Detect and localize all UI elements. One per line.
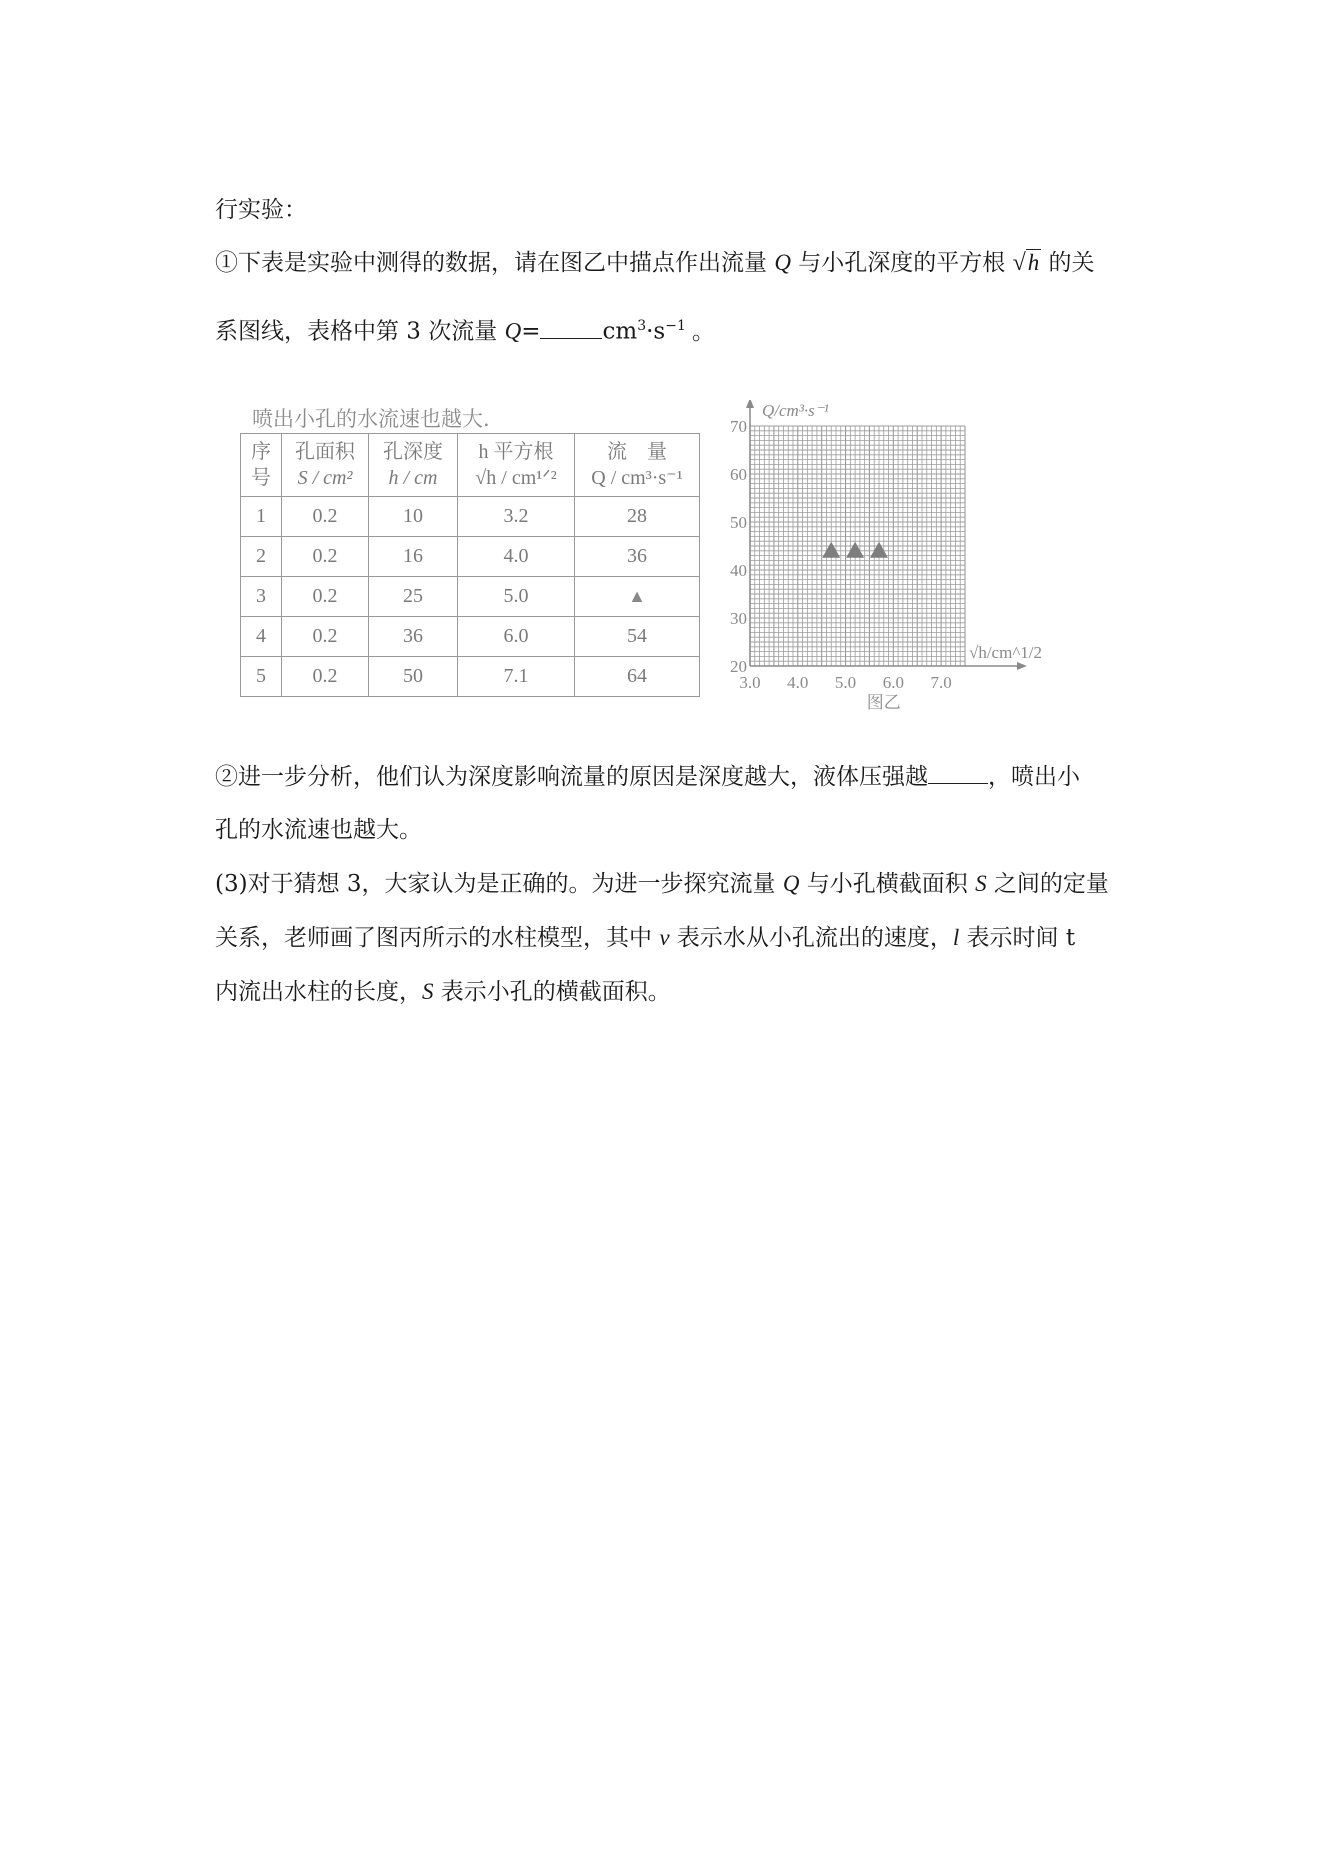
q3-text-g: 内流出水柱的长度，	[215, 979, 422, 1005]
cell: 4	[241, 617, 282, 657]
cell: 16	[369, 537, 458, 577]
q1-text-d: 系图线，表格中第 3 次流量	[215, 318, 505, 345]
q1-symbol-h: h	[1027, 250, 1040, 275]
cell: 0.2	[282, 657, 369, 697]
y-tick-label: 20	[730, 657, 747, 676]
chart-title: 图乙	[866, 693, 901, 712]
figure-caption: 喷出小孔的水流速也越大.	[252, 407, 490, 431]
cell: 10	[369, 497, 458, 537]
q3-symbol-s2: S	[422, 979, 434, 1004]
y-tick-label: 70	[730, 417, 747, 436]
header-sqrt-depth: h 平方根 √h / cm¹ᐟ²	[458, 434, 575, 497]
q3-symbol-s: S	[975, 871, 987, 896]
cell: 0.2	[282, 537, 369, 577]
cell: 2	[241, 537, 282, 577]
x-tick-label: 3.0	[739, 673, 761, 692]
cell: 0.2	[282, 497, 369, 537]
y-tick-label: 30	[730, 609, 747, 628]
cell: 0.2	[282, 617, 369, 657]
q3-text-h: 表示小孔的横截面积。	[433, 979, 671, 1005]
cell: 6.0	[458, 617, 575, 657]
q3-symbol-v: v	[659, 925, 670, 950]
table-row	[241, 537, 700, 577]
table-row	[241, 617, 700, 657]
q2-text-b: ，喷出小	[988, 764, 1080, 790]
question-1-line-a	[215, 248, 1095, 278]
table-header-row	[241, 434, 700, 497]
q1-text-c: 的关	[1041, 250, 1095, 276]
q3-symbol-l: l	[952, 925, 960, 950]
question-3-line-c	[215, 977, 671, 1007]
question-3-line-b	[215, 923, 1075, 953]
x-tick-label: 5.0	[834, 673, 857, 692]
table-row	[241, 577, 700, 617]
question-2-line-b	[215, 815, 422, 845]
q3-text-e: 表示水从小孔流出的速度，	[669, 925, 953, 951]
cell: 1	[241, 497, 282, 537]
unknown-flow-cell	[575, 577, 700, 617]
triangle-placeholder-icon: ▲	[628, 586, 646, 606]
q3-text-b: 与小孔横截面积	[799, 871, 976, 897]
question-1-line-b	[215, 311, 715, 347]
cell: 54	[575, 617, 700, 657]
q3-text-a: (3)对于猜想 3，大家认为是正确的。为进一步探究流量	[215, 871, 783, 897]
q1-text-a: ①下表是实验中测得的数据，请在图乙中描点作出流量	[215, 250, 775, 276]
period: 。	[691, 318, 715, 345]
cell: 5	[241, 657, 282, 697]
y-tick-label: 60	[730, 465, 747, 484]
y-tick-label: 50	[730, 513, 747, 532]
unit-cm: cm	[602, 318, 638, 345]
q2-text-c: 孔的水流速也越大。	[215, 817, 422, 843]
answer-blank-pressure[interactable]	[928, 783, 988, 784]
answer-blank-flow[interactable]	[540, 338, 602, 339]
cell: 50	[369, 657, 458, 697]
x-axis-label: √h/cm^1/2	[969, 643, 1043, 662]
q1-text-b: 与小孔深度的平方根	[790, 250, 1013, 276]
data-table	[240, 433, 700, 697]
y-axis-arrow-icon	[746, 400, 754, 408]
question-3-line-a	[215, 869, 1109, 899]
cell: 25	[369, 577, 458, 617]
x-axis-arrow-icon	[1017, 662, 1027, 670]
unit-sup-neg1: −1	[665, 318, 686, 334]
cell: 3.2	[458, 497, 575, 537]
q2-text-a: ②进一步分析，他们认为深度影响流量的原因是深度越大，液体压强越	[215, 764, 928, 790]
cell: 5.0	[458, 577, 575, 617]
cell: 28	[575, 497, 700, 537]
question-2-line-a	[215, 762, 1080, 792]
q3-text-c: 之间的定量	[986, 871, 1109, 897]
q1-sqrt-h: √h	[1012, 250, 1040, 276]
unit-s: ·s	[646, 318, 666, 345]
cell: 3	[241, 577, 282, 617]
graph-yi	[722, 400, 1052, 720]
header-depth: 孔深度 h / cm	[369, 434, 458, 497]
cell: 64	[575, 657, 700, 697]
cell: 36	[369, 617, 458, 657]
y-tick-label: 40	[730, 561, 747, 580]
y-axis-label: Q/cm³·s⁻¹	[762, 401, 829, 420]
cell: 7.1	[458, 657, 575, 697]
triangle-marker	[846, 542, 864, 558]
x-tick-label: 7.0	[930, 673, 952, 692]
cell: 0.2	[282, 577, 369, 617]
triangle-marker	[822, 542, 840, 558]
q1-equals: =	[521, 318, 541, 345]
x-tick-label: 4.0	[787, 673, 809, 692]
q1-symbol-q: Q	[774, 250, 791, 275]
q3-symbol-q: Q	[782, 871, 800, 896]
cell: 4.0	[458, 537, 575, 577]
header-index: 序 号	[241, 434, 282, 497]
header-area: 孔面积 S / cm²	[282, 434, 369, 497]
cell: 36	[575, 537, 700, 577]
unit-sup-3: 3	[637, 318, 647, 334]
q1-symbol-q2: Q	[504, 318, 522, 344]
x-tick-label: 6.0	[882, 673, 904, 692]
line-1	[215, 195, 307, 225]
header-flow: 流 量 Q / cm³·s⁻¹	[575, 434, 700, 497]
triangle-marker	[870, 542, 888, 558]
table-row	[241, 497, 700, 537]
q3-text-f: 表示时间 t	[959, 925, 1076, 951]
q3-text-d: 关系，老师画了图丙所示的水柱模型，其中	[215, 925, 660, 951]
intro-text: 行实验：	[215, 197, 307, 223]
table-row	[241, 657, 700, 697]
